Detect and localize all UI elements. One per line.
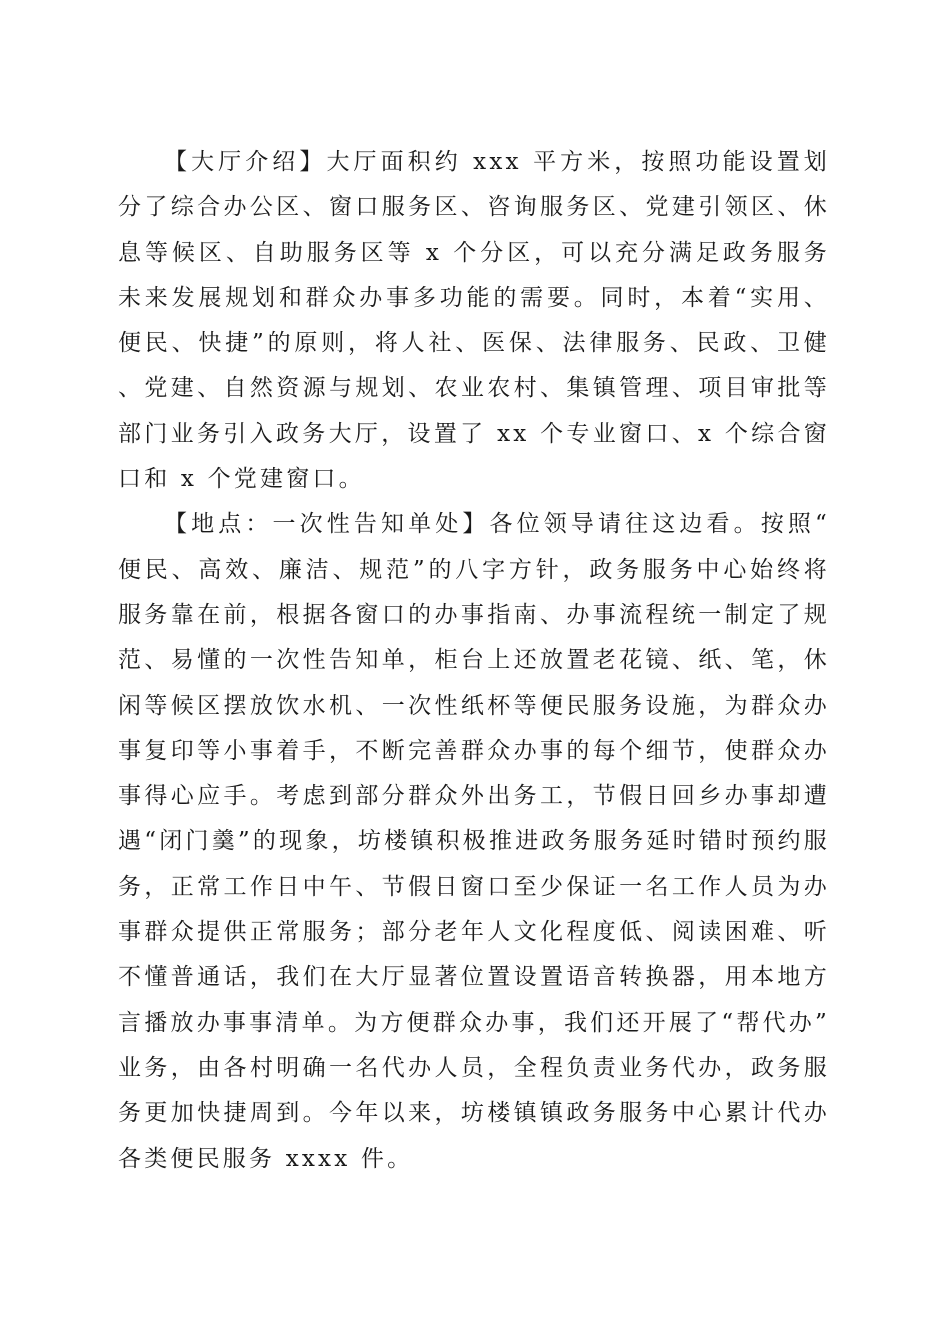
document-body bbox=[118, 140, 830, 1182]
paragraph-text-hall-intro: 大厅面积约 xxx 平方米，按照功能设置划分了综合办公区、窗口服务区、咨询服务区、党建引领区、休息等候区、自助服务区等 x 个分区，可以充分满足政务服务未来发展规划和群众办事多功能的需要。同时，本着“实用、便民、快捷”的原则，将人社、医保、法律服务、民政、卫健、党建、自然资源与规划、农业农村、集镇管理、项目审批等部门业务引入政务大厅，设置了 xx 个专业窗口、x 个综合窗口和 x 个党建窗口。 bbox=[118, 149, 830, 493]
paragraph-text-notice-desk: 各位领导请往这边看。按照“便民、高效、廉洁、规范”的八字方针，政务服务中心始终将服务靠在前，根据各窗口的办事指南、办事流程统一制定了规范、易懂的一次性告知单，柜台上还放置老花镜、纸、笔，休闲等候区摆放饮水机、一次性纸杯等便民服务设施，为群众办事复印等小事着手，不断完善群众办事的每个细节，使群众办事得心应手。考虑到部分群众外出务工，节假日回乡办事却遭遇“闭门羹”的现象，坊楼镇积极推进政务服务延时错时预约服务，正常工作日中午、节假日窗口至少保证一名工作人员为办事群众提供正常服务；部分老年人文化程度低、阅读困难、听不懂普通话，我们在大厅显著位置设置语音转换器，用本地方言播放办事事清单。为方便群众办事，我们还开展了“帮代办”业务，由各村明确一名代办人员，全程负责业务代办，政务服务更加快捷周到。今年以来，坊楼镇镇政务服务中心累计代办各类便民服务 xxxx 件。 bbox=[118, 511, 831, 1172]
paragraph-hall-intro bbox=[118, 140, 830, 502]
section-label-notice-desk: 【地点：一次性告知单处】 bbox=[164, 511, 490, 538]
paragraph-notice-desk bbox=[118, 502, 830, 1181]
section-label-hall-intro: 【大厅介绍】 bbox=[164, 149, 327, 175]
